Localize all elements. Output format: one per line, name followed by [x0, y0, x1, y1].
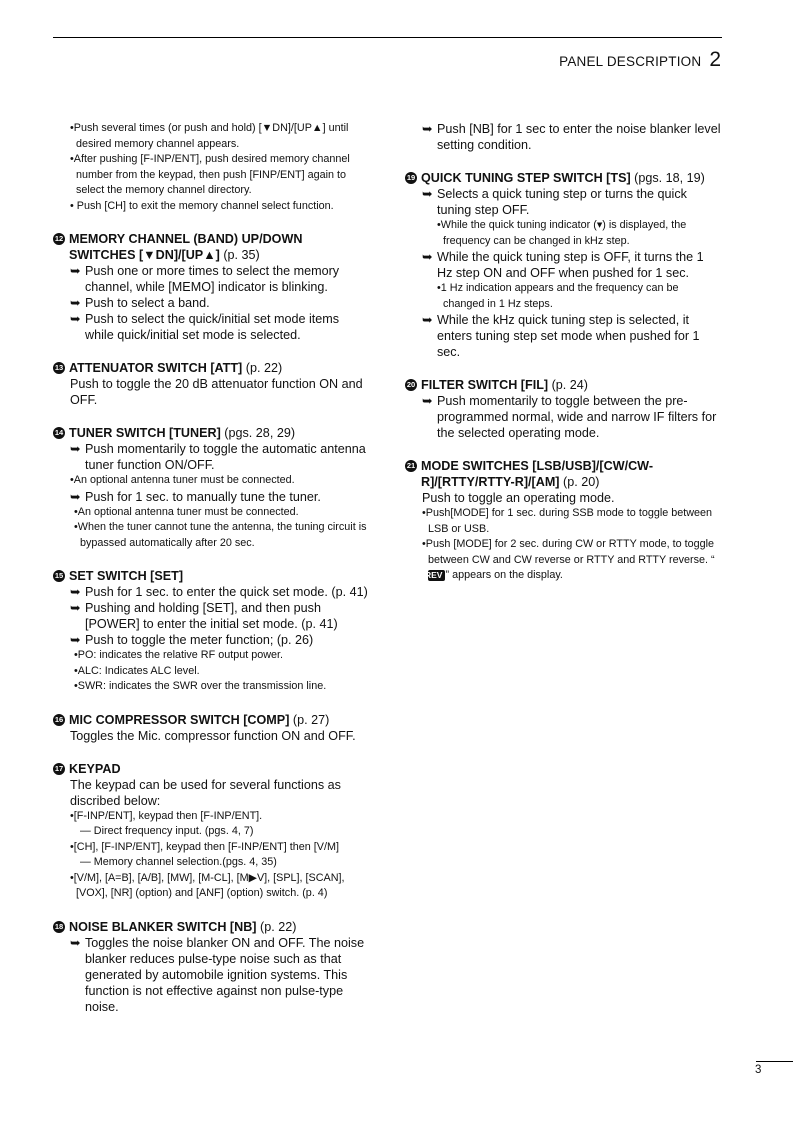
arrow-bullet-icon: ➥ — [70, 585, 81, 599]
note-item: •While the quick tuning indicator (▾) is displayed, the frequency can be changed in kHz step. — [437, 219, 687, 247]
bullet-item — [405, 186, 722, 218]
note-item: •[CH], [F-INP/ENT], keypad then [F-INP/ENT] then [V/M] — [70, 840, 339, 853]
heading-text — [69, 761, 371, 777]
section-number-icon: 15 — [54, 571, 64, 580]
page-reference: (p. 35) — [219, 248, 260, 262]
heading-title: MIC COMPRESSOR SWITCH [COMP] — [69, 712, 290, 727]
section-12 — [53, 231, 371, 343]
paragraph: Push to toggle an operating mode. — [422, 491, 615, 505]
section-19 — [405, 170, 722, 360]
page-reference: (pgs. 18, 19) — [630, 171, 705, 185]
intro-notes — [405, 121, 722, 153]
bullet-text: Push to select the quick/initial set mode items while quick/initial set mode is selected. — [85, 312, 340, 342]
section-17 — [53, 761, 371, 902]
bullet-text: While the quick tuning step is OFF, it turns the 1 Hz step ON and OFF when pushed for 1 sec. — [437, 250, 704, 280]
section-heading — [53, 360, 371, 376]
section-number-icon: 14 — [54, 428, 64, 437]
arrow-bullet-icon: ➥ — [422, 313, 433, 327]
bullet-text: Push one or more times to select the memory channel, while [MEMO] indicator is blinking. — [85, 264, 340, 294]
intro-notes — [53, 121, 371, 214]
section-14 — [53, 425, 371, 551]
section-number-icon: 16 — [54, 714, 64, 724]
bullet-text: Selects a quick tuning step or turns the quick tuning step OFF. — [437, 187, 687, 217]
arrow-bullet-icon: ➥ — [70, 296, 81, 310]
note-item: •When the tuner cannot tune the antenna, the tuning circuit is bypassed automatically after 20 sec. — [74, 521, 367, 549]
paragraph: Push to toggle the 20 dB attenuator function ON and OFF. — [70, 377, 363, 407]
page-reference: (p. 22) — [242, 361, 283, 375]
bullet-text: Push to select a band. — [85, 296, 210, 310]
bullet-item — [53, 600, 371, 632]
arrow-bullet-icon: ➥ — [422, 394, 433, 408]
heading-text — [69, 231, 371, 263]
heading-text — [421, 170, 722, 186]
bullet-item — [405, 393, 722, 441]
arrow-bullet-icon: ➥ — [70, 442, 81, 456]
heading-title: SET SWITCH [SET] — [69, 569, 184, 583]
bullet-text: Push [NB] for 1 sec to enter the noise blanker level setting condition. — [437, 122, 721, 152]
heading-text — [421, 458, 722, 490]
intro-note: •After pushing [F-INP/ENT], push desired memory channel number from the keypad, then push [FINP/ENT] again to select the memory channel directory. — [70, 153, 350, 196]
note-item: •1 Hz indication appears and the frequency can be changed in 1 Hz steps. — [437, 282, 679, 310]
left-column — [53, 121, 371, 1032]
section-heading — [405, 170, 722, 186]
section-number-icon: 13 — [54, 363, 64, 372]
section-number-icon: 18 — [54, 921, 64, 931]
section-heading — [53, 568, 371, 584]
heading-title: MODE SWITCHES [LSB/USB]/[CW/CW-R]/[RTTY/RTTY-R]/[AM] — [421, 459, 654, 489]
bullet-item — [53, 295, 371, 311]
section-number-icon: 19 — [406, 173, 416, 182]
heading-title: ATTENUATOR SWITCH [ATT] — [69, 361, 243, 375]
note-item: •ALC: Indicates ALC level. — [74, 664, 200, 677]
sub-note: — Direct frequency input. (pgs. 4, 7) — [80, 825, 254, 837]
bullet-text: Push to toggle the meter function; (p. 26) — [85, 633, 314, 647]
heading-title: QUICK TUNING STEP SWITCH [TS] — [421, 171, 631, 185]
header-title: PANEL DESCRIPTION — [559, 54, 702, 69]
bullet-text: Push momentarily to toggle the automatic antenna tuner function ON/OFF. — [85, 442, 366, 472]
section-heading — [405, 377, 722, 393]
bullet-item — [405, 121, 722, 153]
heading-text — [421, 377, 722, 393]
bullet-item — [53, 489, 371, 505]
note-item: •PO: indicates the relative RF output power. — [74, 649, 284, 661]
section-number-icon: 21 — [406, 461, 416, 470]
bullet-item — [53, 584, 371, 600]
bullet-item — [53, 441, 371, 473]
right-column — [405, 121, 722, 601]
bullet-item — [405, 312, 722, 360]
section-heading — [53, 231, 371, 263]
bullet-item — [53, 311, 371, 343]
bullet-text: Push for 1 sec. to manually tune the tuner. — [85, 489, 321, 504]
note-item: •Push[MODE] for 1 sec. during SSB mode to toggle between LSB or USB. — [422, 507, 713, 535]
heading-text — [69, 712, 371, 728]
intro-note: • Push [CH] to exit the memory channel select function. — [70, 199, 334, 212]
note-item: •An optional antenna tuner must be connected. — [74, 505, 299, 518]
intro-note: •Push several times (or push and hold) [▼DN]/[UP▲] until desired memory channel appears. — [70, 122, 349, 150]
arrow-bullet-icon: ➥ — [70, 312, 81, 326]
page-reference: (p. 20) — [559, 475, 600, 489]
section-number-icon: 17 — [54, 763, 64, 773]
note-item: •SWR: indicates the SWR over the transmission line. — [74, 680, 327, 692]
note-text: •Push [MODE] for 2 sec. during CW or RTTY mode, to toggle between CW and CW reverse or RTTY and RTTY reverse. “ — [422, 538, 715, 566]
section-16 — [53, 712, 371, 744]
bullet-text: Toggles the noise blanker ON and OFF. The noise blanker reduces pulse-type noise such as that generated by automobile ignition systems. This function is not effective against non pulse-type noise. — [85, 935, 365, 1014]
section-heading — [53, 712, 371, 728]
bullet-text: While the kHz quick tuning step is selected, it enters tuning step set mode when pushed for 1 sec. — [437, 313, 700, 359]
note-item — [405, 537, 722, 584]
section-number-icon: 20 — [406, 380, 416, 389]
section-number-icon: 12 — [54, 234, 64, 243]
section-20 — [405, 377, 722, 441]
note-item: •[V/M], [A=B], [A/B], [MW], [M-CL], [M▶V], [SPL], [SCAN], [VOX], [NR] (option) and [ANF] (option) switch. (p. 4) — [70, 871, 345, 899]
arrow-bullet-icon: ➥ — [70, 601, 81, 615]
heading-title: FILTER SWITCH [FIL] — [421, 378, 549, 392]
sub-note: — Memory channel selection.(pgs. 4, 35) — [80, 856, 277, 868]
bullet-item — [53, 632, 371, 648]
section-21 — [405, 458, 722, 584]
section-heading — [405, 458, 722, 490]
chapter-number: 2 — [709, 48, 721, 71]
footer-rule — [756, 1061, 793, 1062]
rev-badge: REV — [428, 570, 445, 581]
heading-text — [69, 360, 371, 376]
section-heading — [53, 761, 371, 777]
arrow-bullet-icon: ➥ — [422, 187, 433, 201]
bullet-text: Pushing and holding [SET], and then push [POWER] to enter the initial set mode. (p. 41) — [85, 601, 338, 631]
paragraph: The keypad can be used for several functions as discribed below: — [70, 777, 341, 808]
section-heading — [53, 425, 371, 441]
page-reference: (p. 22) — [256, 919, 297, 934]
page-reference: (p. 24) — [548, 378, 588, 392]
page-header — [559, 48, 721, 72]
bullet-text: Push for 1 sec. to enter the quick set mode. (p. 41) — [85, 585, 368, 599]
bullet-text: Push momentarily to toggle between the pre-programmed normal, wide and narrow IF filters for the selected operating mode. — [437, 394, 717, 440]
heading-title: NOISE BLANKER SWITCH [NB] — [69, 919, 257, 934]
note-item: •[F-INP/ENT], keypad then [F-INP/ENT]. — [70, 809, 263, 822]
page-reference: (p. 27) — [289, 712, 330, 727]
note-item: •An optional antenna tuner must be connected. — [70, 474, 295, 486]
arrow-bullet-icon: ➥ — [422, 122, 433, 136]
arrow-bullet-icon: ➥ — [70, 935, 81, 950]
arrow-bullet-icon: ➥ — [70, 264, 81, 278]
section-13 — [53, 360, 371, 408]
heading-text — [69, 919, 371, 935]
arrow-bullet-icon: ➥ — [70, 633, 81, 647]
page-reference: (pgs. 28, 29) — [220, 426, 296, 440]
heading-title: TUNER SWITCH [TUNER] — [69, 426, 221, 440]
arrow-bullet-icon: ➥ — [70, 489, 81, 504]
heading-title: KEYPAD — [69, 761, 121, 776]
section-15 — [53, 568, 371, 695]
section-18 — [53, 919, 371, 1015]
heading-text — [69, 425, 371, 441]
heading-title: MEMORY CHANNEL (BAND) UP/DOWN SWITCHES [▼DN]/[UP▲] — [69, 232, 303, 262]
section-heading — [53, 919, 371, 935]
bullet-item — [53, 935, 371, 1015]
heading-text — [69, 568, 371, 584]
header-rule — [53, 37, 722, 38]
arrow-bullet-icon: ➥ — [422, 250, 433, 264]
page-number: 3 — [755, 1064, 762, 1076]
bullet-item — [53, 263, 371, 295]
bullet-item — [405, 249, 722, 281]
paragraph: Toggles the Mic. compressor function ON and OFF. — [70, 728, 356, 743]
rev-tail: ” appears on the display. — [445, 569, 563, 581]
